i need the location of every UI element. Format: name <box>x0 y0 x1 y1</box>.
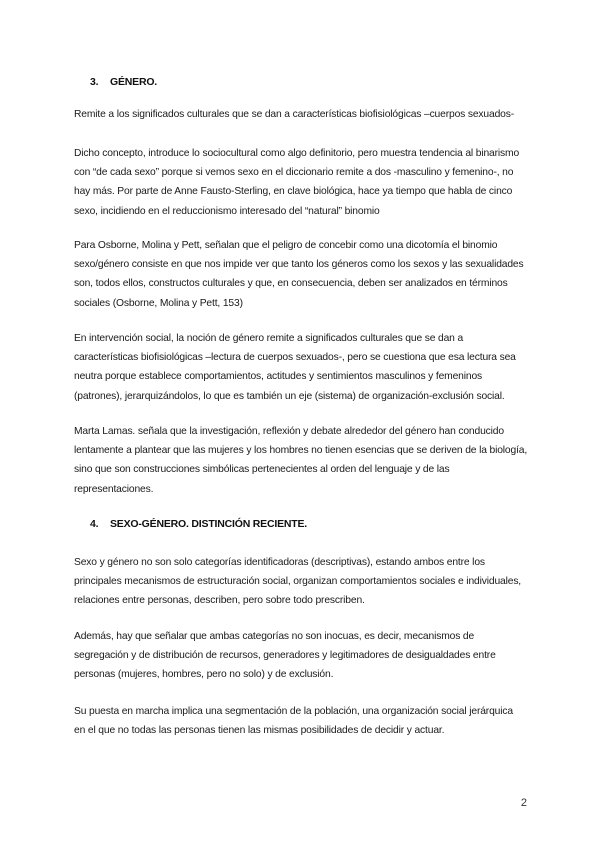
paragraph <box>74 236 544 313</box>
text-line: (patrones), jerarquizándolos, lo que es también un eje (sistema) de organización-exclusión social. <box>74 390 505 402</box>
text-line: relaciones entre personas, describen, pero sobre todo prescriben. <box>74 595 365 607</box>
text-line: con “de cada sexo” porque si vemos sexo en el diccionario remite a dos -masculino y femenino-, no <box>74 167 514 179</box>
paragraph <box>74 329 544 406</box>
text-line: sino que son construcciones simbólicas pertenecientes al orden del lenguaje y de las <box>74 464 450 476</box>
text-line: principales mecanismos de estructuración social, organizan comportamientos sociales e individuales, <box>74 576 522 588</box>
section-title: GÉNERO. <box>110 76 158 88</box>
text-line: Marta Lamas. señala que la investigación, reflexión y debate alrededor del género han conducido <box>74 426 504 437</box>
text-line: Para Osborne, Molina y Pett, señalan que el peligro de concebir como una dicotomía el binomio <box>74 240 498 251</box>
text-line: personas (mujeres, hombres, pero no solo) y de exclusión. <box>74 669 334 681</box>
text-line: Su puesta en marcha implica una segmentación de la población, una organización social jerárquica <box>74 706 513 717</box>
text-line: sexo, incidiendo en el reduccionismo interesado del “natural” binomio <box>74 205 380 217</box>
page-number: 2 <box>520 797 527 809</box>
paragraph <box>74 422 544 499</box>
section-number: 3. <box>90 76 99 88</box>
section-3-heading <box>90 76 157 88</box>
text-line: hay más. Por parte de Anne Fausto-Sterling, en clave biológica, hace ya tiempo que habla de cinco <box>74 186 513 198</box>
text-line: representaciones. <box>74 483 154 495</box>
text-line: Además, hay que señalar que ambas categorías no son inocuas, es decir, mecanismos de <box>74 631 475 642</box>
text-line: segregación y de distribución de recursos, generadores y legitimadores de desigualdades entre <box>74 650 496 662</box>
text-line: lentamente a plantear que las mujeres y los hombres no tienen esencias que se deriven de la biología, <box>74 445 528 457</box>
text-line: neutra porque establece comportamientos, actitudes y sentimientos masculinos y femeninos <box>74 371 483 383</box>
text-line: características biofisiológicas –lectura de cuerpos sexuados-, pero se cuestiona que esa lectura sea <box>74 352 516 364</box>
text-line: En intervención social, la noción de género remite a significados culturales que se dan a <box>74 333 464 344</box>
text-line: son, todos ellos, constructos culturales y que, en consecuencia, deben ser analizados en términos <box>74 278 508 290</box>
section-4-heading <box>90 518 307 530</box>
paragraph <box>74 553 544 611</box>
paragraph <box>74 105 544 124</box>
paragraph <box>74 627 544 685</box>
text-line: sociales (Osborne, Molina y Pett, 153) <box>74 297 243 309</box>
section-number: 4. <box>90 518 99 530</box>
text-line: sexo/género consiste en que nos impide ver que tanto los géneros como los sexos y las sexualidades <box>74 259 524 271</box>
section-title: SEXO-GÉNERO. DISTINCIÓN RECIENTE. <box>110 518 308 530</box>
text-line: Remite a los significados culturales que se dan a características biofisiológicas –cuerpos sexuados- <box>74 109 515 120</box>
text-line: Dicho concepto, introduce lo sociocultural como algo definitorio, pero muestra tendencia al binarismo <box>74 148 520 159</box>
paragraph <box>74 144 544 221</box>
text-line: en el que no todas las personas tienen las mismas posibilidades de decidir y actuar. <box>74 725 445 737</box>
text-line: Sexo y género no son solo categorías identificadoras (descriptivas), estando ambos entre los <box>74 557 485 568</box>
paragraph <box>74 702 544 740</box>
